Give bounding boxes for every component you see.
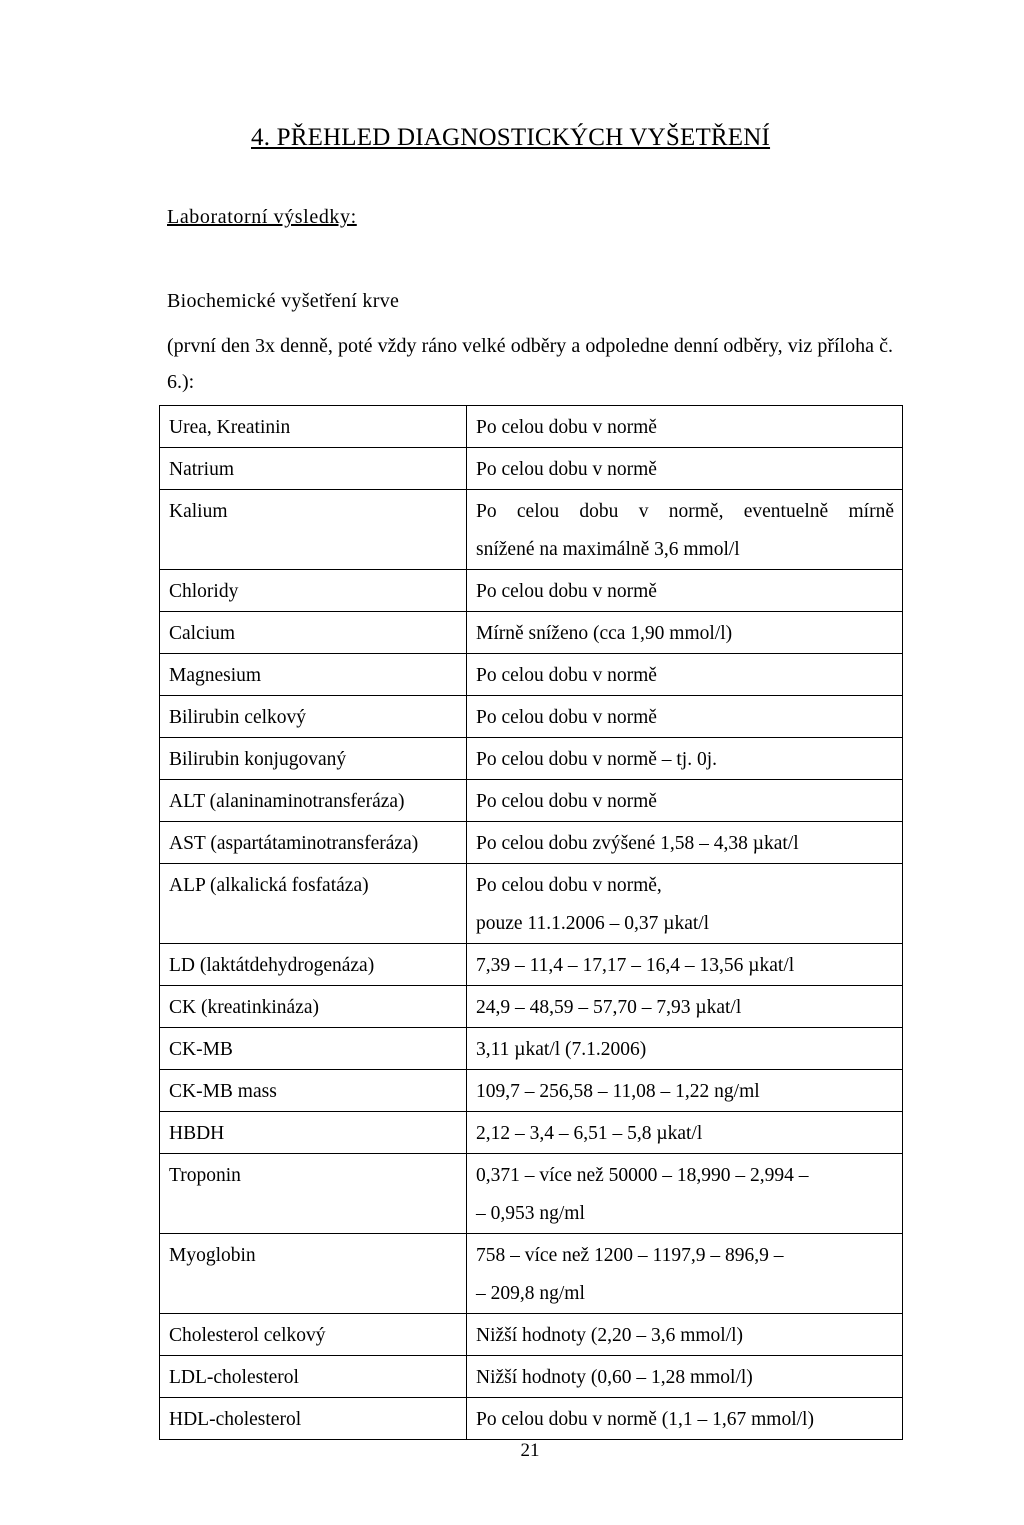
- table-row: [160, 448, 903, 490]
- test-name-cell: HDL-cholesterol: [160, 1398, 467, 1440]
- table-row: [160, 780, 903, 822]
- page-heading: 4. PŘEHLED DIAGNOSTICKÝCH VYŠETŘENÍ: [251, 124, 771, 151]
- test-name-cell: ALP (alkalická fosfatáza): [160, 864, 467, 944]
- table-row: [160, 864, 903, 944]
- table-row: [160, 1154, 903, 1234]
- test-result-cell: Mírně sníženo (cca 1,90 mmol/l): [467, 612, 903, 654]
- result-line: Po celou dobu v normě,: [476, 875, 662, 896]
- table-row: [160, 654, 903, 696]
- test-name-cell: HBDH: [160, 1112, 467, 1154]
- test-name-cell: Natrium: [160, 448, 467, 490]
- test-result-cell: 2,12 – 3,4 – 6,51 – 5,8 µkat/l: [467, 1112, 903, 1154]
- table-row: [160, 738, 903, 780]
- page-number: 21: [520, 1440, 540, 1461]
- intro-paragraph: (první den 3x denně, poté vždy ráno velké odběry a odpoledne denní odběry, viz příloha č. 6.):: [167, 335, 893, 393]
- test-name-cell: Magnesium: [160, 654, 467, 696]
- test-name-cell: LDL-cholesterol: [160, 1356, 467, 1398]
- table-row: [160, 1314, 903, 1356]
- result-line: – 209,8 ng/ml: [476, 1283, 585, 1304]
- table-row: [160, 1028, 903, 1070]
- section-subheading: Laboratorní výsledky:: [167, 206, 357, 228]
- test-name-cell: Calcium: [160, 612, 467, 654]
- test-result-cell: 24,9 – 48,59 – 57,70 – 7,93 µkat/l: [467, 986, 903, 1028]
- test-result-cell: Po celou dobu v normě: [467, 654, 903, 696]
- table-row: [160, 490, 903, 570]
- table-row: [160, 1398, 903, 1440]
- test-name-cell: AST (aspartátaminotransferáza): [160, 822, 467, 864]
- test-result-cell: Po celou dobu v normě: [467, 780, 903, 822]
- test-name-cell: CK (kreatinkináza): [160, 986, 467, 1028]
- test-name-cell: Troponin: [160, 1154, 467, 1234]
- test-result-cell: [467, 1234, 903, 1314]
- table-row: [160, 612, 903, 654]
- table-row: [160, 1070, 903, 1112]
- lab-results-table: [159, 405, 903, 1440]
- test-result-cell: Nižší hodnoty (0,60 – 1,28 mmol/l): [467, 1356, 903, 1398]
- test-name-cell: Myoglobin: [160, 1234, 467, 1314]
- test-result-cell: Nižší hodnoty (2,20 – 3,6 mmol/l): [467, 1314, 903, 1356]
- result-line: pouze 11.1.2006 – 0,37 µkat/l: [476, 913, 710, 934]
- test-name-cell: Bilirubin celkový: [160, 696, 467, 738]
- test-name-cell: Cholesterol celkový: [160, 1314, 467, 1356]
- test-name-cell: Chloridy: [160, 570, 467, 612]
- table-row: [160, 570, 903, 612]
- test-name-cell: ALT (alaninaminotransferáza): [160, 780, 467, 822]
- result-line: 0,371 – více než 50000 – 18,990 – 2,994 –: [476, 1165, 809, 1186]
- test-result-cell: [467, 1154, 903, 1234]
- result-line: Po celou dobu v normě, eventuelně mírně: [476, 501, 894, 522]
- test-result-cell: Po celou dobu v normě: [467, 570, 903, 612]
- test-name-cell: LD (laktátdehydrogenáza): [160, 944, 467, 986]
- section-title: Biochemické vyšetření krve: [167, 290, 400, 312]
- table-row: [160, 822, 903, 864]
- test-result-cell: Po celou dobu v normě (1,1 – 1,67 mmol/l): [467, 1398, 903, 1440]
- test-result-cell: 7,39 – 11,4 – 17,17 – 16,4 – 13,56 µkat/l: [467, 944, 903, 986]
- table-row: [160, 406, 903, 448]
- test-result-cell: 109,7 – 256,58 – 11,08 – 1,22 ng/ml: [467, 1070, 903, 1112]
- test-result-cell: Po celou dobu v normě: [467, 448, 903, 490]
- test-result-cell: [467, 490, 903, 570]
- test-name-cell: Urea, Kreatinin: [160, 406, 467, 448]
- test-name-cell: Bilirubin konjugovaný: [160, 738, 467, 780]
- test-result-cell: [467, 864, 903, 944]
- test-result-cell: Po celou dobu v normě: [467, 696, 903, 738]
- table-row: [160, 696, 903, 738]
- table-row: [160, 944, 903, 986]
- result-line: snížené na maximálně 3,6 mmol/l: [476, 539, 740, 560]
- table-row: [160, 1234, 903, 1314]
- result-line: 758 – více než 1200 – 1197,9 – 896,9 –: [476, 1245, 784, 1266]
- test-result-cell: 3,11 µkat/l (7.1.2006): [467, 1028, 903, 1070]
- test-name-cell: CK-MB mass: [160, 1070, 467, 1112]
- table-row: [160, 1112, 903, 1154]
- result-line: – 0,953 ng/ml: [476, 1203, 585, 1224]
- test-result-cell: Po celou dobu zvýšené 1,58 – 4,38 µkat/l: [467, 822, 903, 864]
- table-row: [160, 1356, 903, 1398]
- test-result-cell: Po celou dobu v normě: [467, 406, 903, 448]
- test-name-cell: Kalium: [160, 490, 467, 570]
- table-row: [160, 986, 903, 1028]
- test-name-cell: CK-MB: [160, 1028, 467, 1070]
- test-result-cell: Po celou dobu v normě – tj. 0j.: [467, 738, 903, 780]
